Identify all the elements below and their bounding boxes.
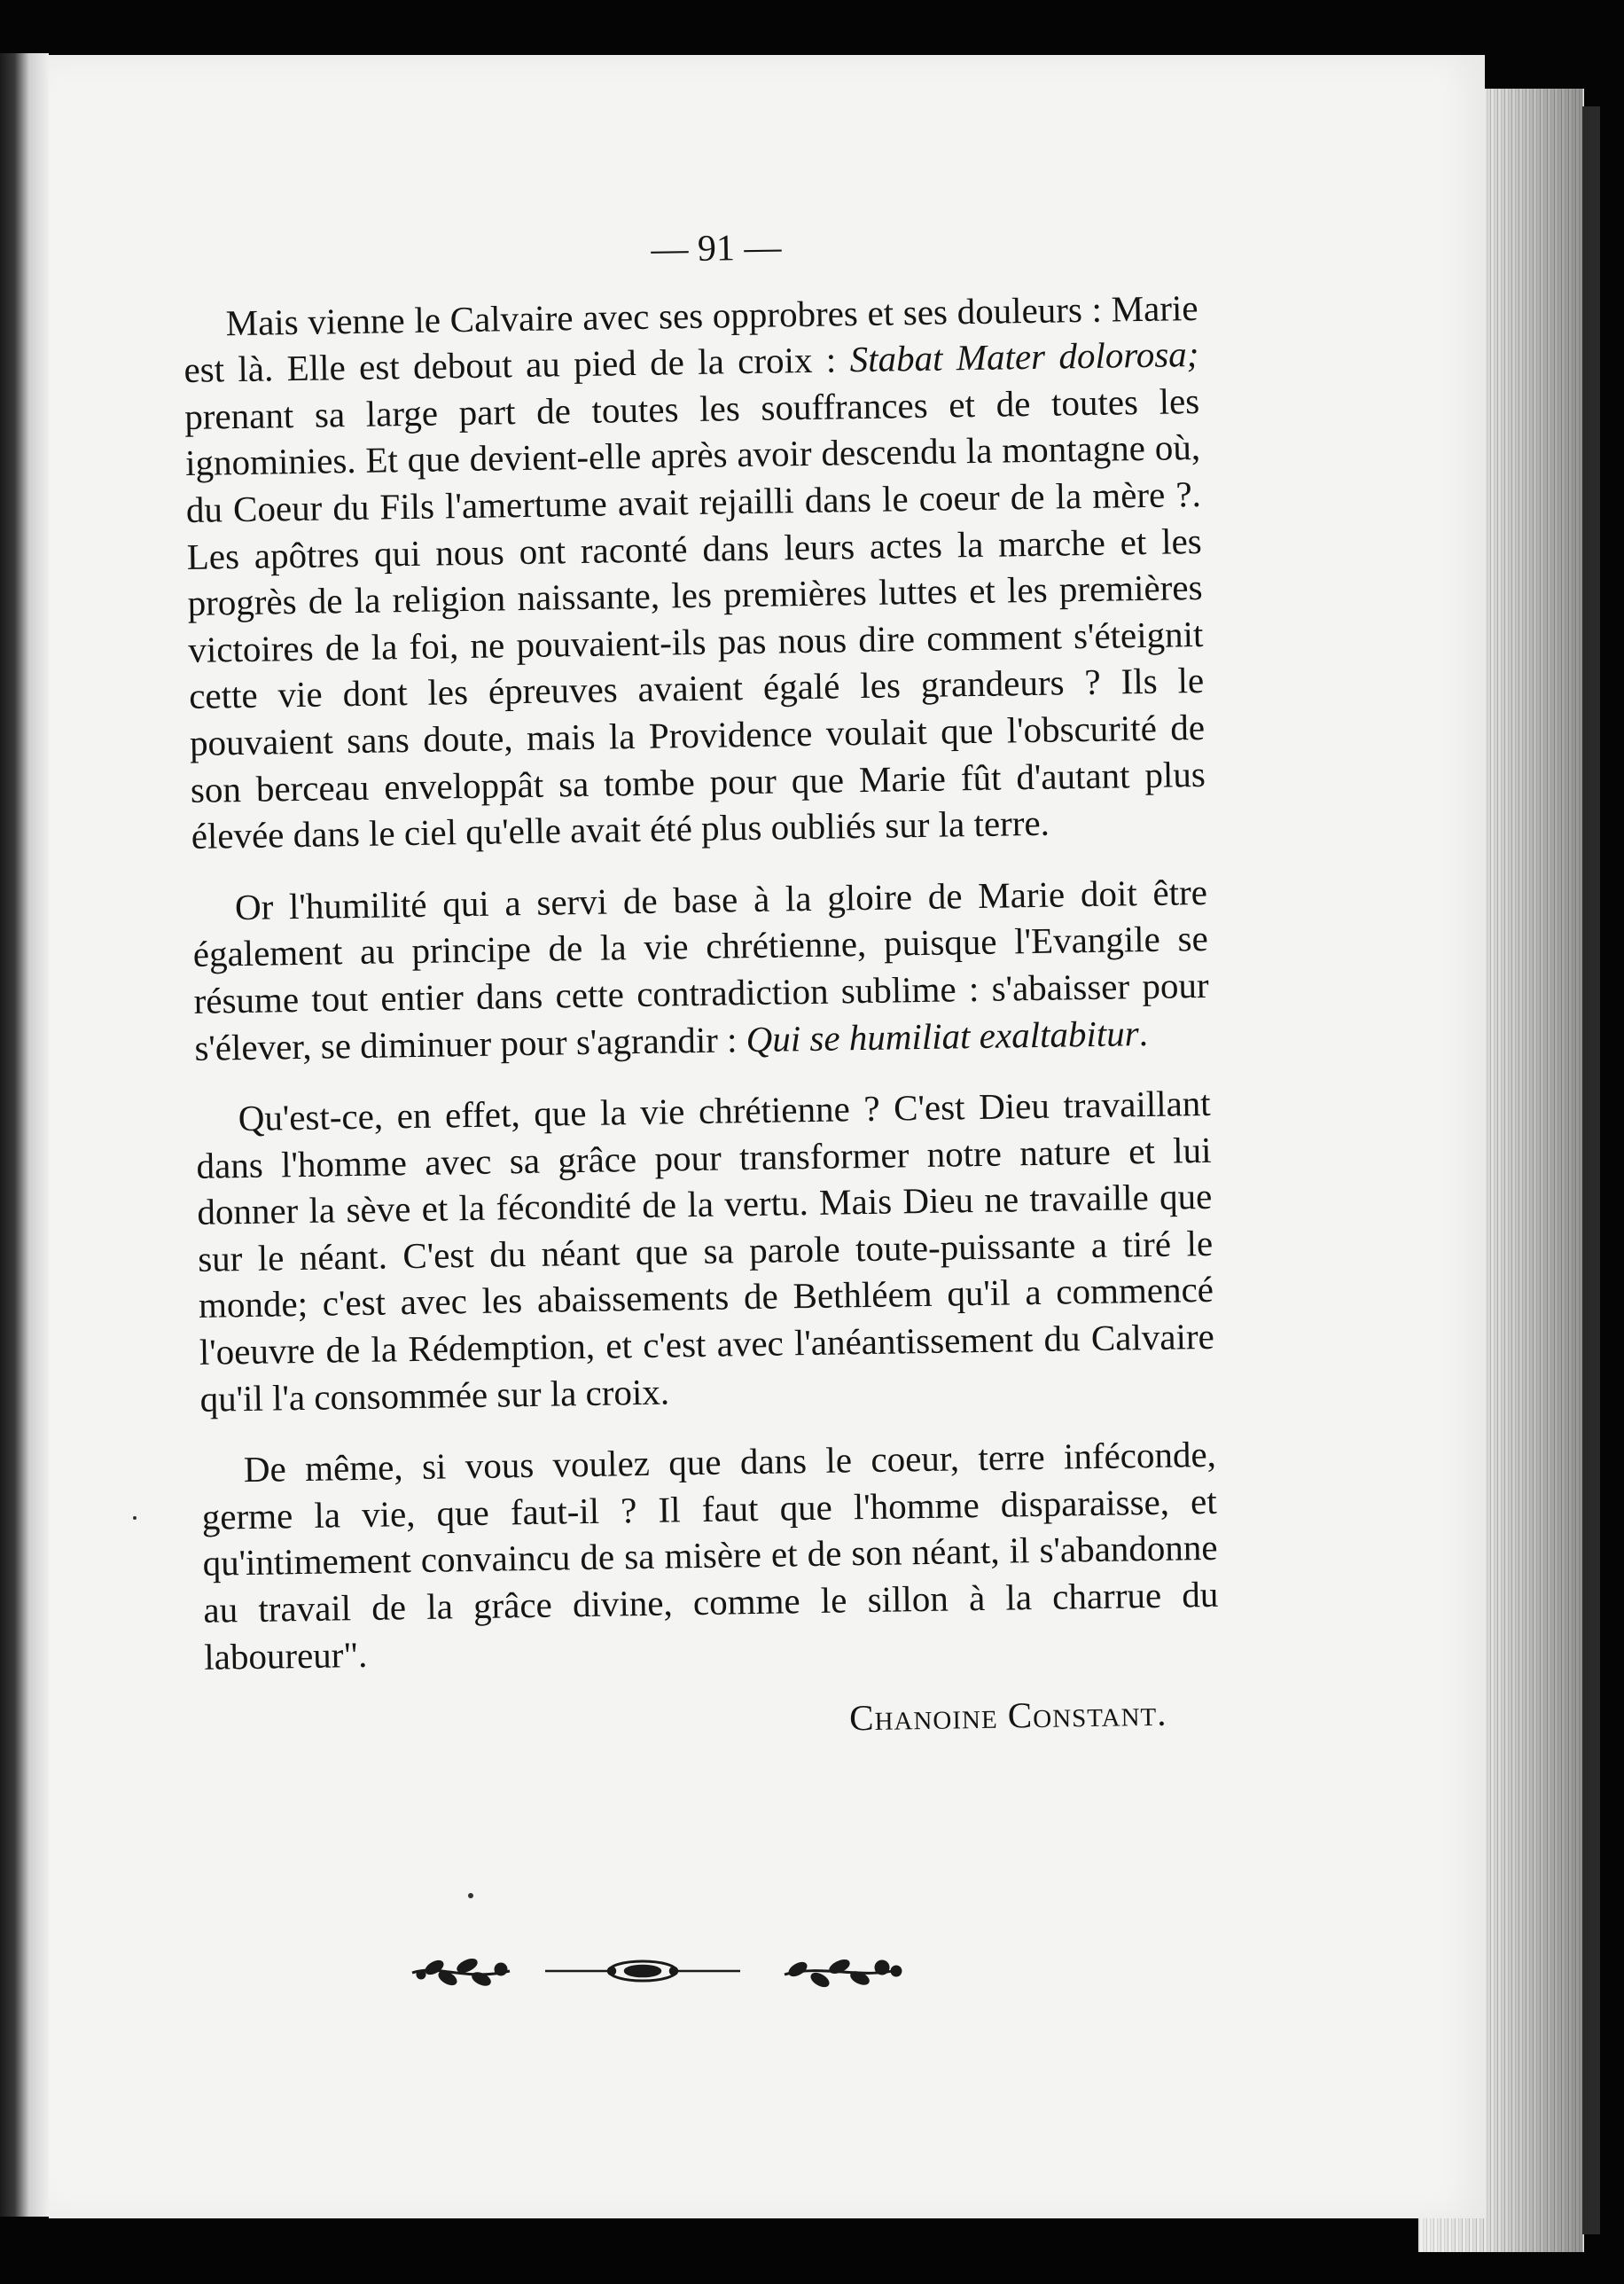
paragraph-3-part-1: Qu'est-ce, en effet, que la vie chrétienne ? C'est Dieu travaillant dans l'homme avec sa grâce pour transformer notre nature et lui donner la sève et la fécondité de la vertu. Mais Dieu ne travaille que sur le néant. C'est du néant que sa parole toute-puissante a tiré le monde; c'est avec les abaissements de Bethléem qu'il a commencé l'oeuvre de la Rédemption, et c'est avec l'anéantissement du Calvaire qu'il l'a consommée sur la croix. xyxy=(196,1082,1215,1420)
book-cover-edge xyxy=(1582,106,1600,2234)
paragraph-1 xyxy=(183,285,1206,860)
paragraph-2-latin-phrase: Qui se humiliat exaltabitur xyxy=(746,1012,1139,1060)
paragraph-1-latin-phrase: Stabat Mater dolorosa; xyxy=(849,333,1199,380)
paragraph-2-part-3: . xyxy=(1138,1012,1149,1053)
paragraph-3 xyxy=(195,1080,1215,1422)
paragraph-1-part-1: Mais vienne le Calvaire avec ses opprobres et ses douleurs : Marie est là. Elle est debout au pied de la croix : xyxy=(183,286,1198,391)
author-signature: Chanoine Constant. xyxy=(848,1692,1167,1739)
left-page-edge xyxy=(0,53,49,2217)
floral-divider-ornament-icon xyxy=(403,1937,917,1999)
paragraph-1-part-3: prenant sa large part de toutes les souffrances et de toutes les ignominies. Et que devient-elle après avoir descendu la montagne où, du Coeur du Fils l'amertume avait rejailli dans le coeur de la mère ?. Les apôtres qui nous ont raconté dans leurs actes la marche et les progrès de la religion naissante, les premières luttes et les premières victoires de la foi, ne pouvaient-ils pas nous dire comment s'éteignit cette vie dont les épreuves avaient égalé les grandeurs ? Ils le pouvaient sans doute, mais la Providence voulait que l'obscurité de son berceau enveloppât sa tombe pour que Marie fût d'autant plus élevée dans le ciel qu'elle avait été plus oubliés sur la terre. xyxy=(183,379,1206,857)
center-ornament-icon xyxy=(545,1961,740,1981)
paragraph-2 xyxy=(192,869,1210,1071)
page-number: — 91 — xyxy=(651,227,782,270)
ink-speck xyxy=(133,1516,137,1520)
page-text-block xyxy=(182,218,1221,1752)
paragraph-4-part-1: De même, si vous voulez que dans le coeur, terre inféconde, germe la vie, que faut-il ? Il faut que l'homme disparaisse, et qu'intimement convaincu de sa misère et de son néant, il s'abandonne au travail de la grâce divine, comme le sillon à la charrue du laboureur". xyxy=(201,1434,1219,1678)
ink-speck xyxy=(468,1893,473,1898)
left-sprig-icon xyxy=(412,1958,510,1987)
paragraph-2-part-1: Or l'humilité qui a servi de base à la gloire de Marie doit être également au principe de la vie chrétienne, puisque l'Evangile se résume tout entier dans cette contradiction sublime : s'abaisser pour s'élever, se diminuer pour s'agrandir : xyxy=(192,871,1209,1068)
paragraph-4 xyxy=(201,1431,1220,1680)
right-sprig-icon xyxy=(785,1959,901,1989)
